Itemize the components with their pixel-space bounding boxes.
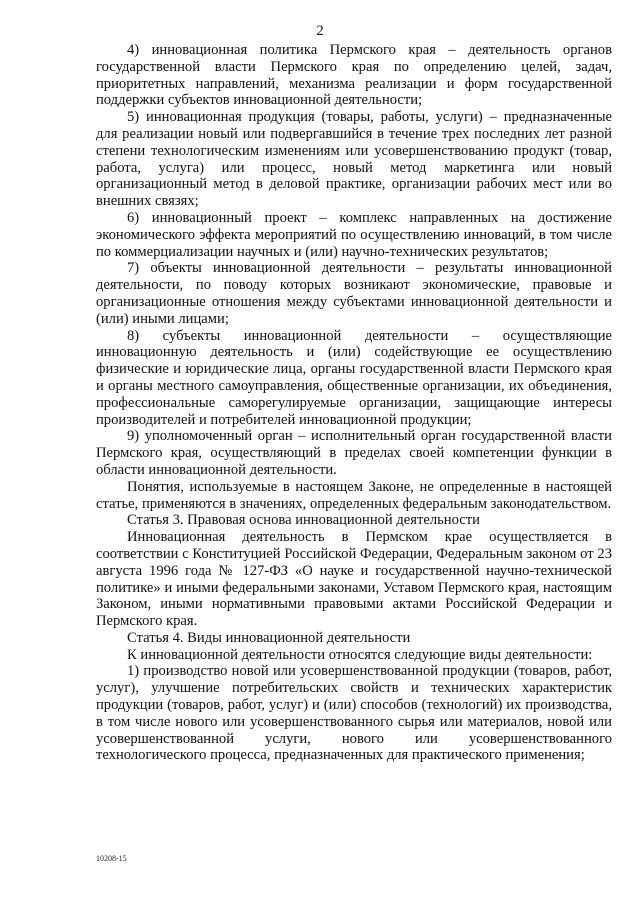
paragraph-item-8-innovation-subjects: 8) субъекты инновационной деятельности – осуществляющие инновационную деятельность и (или) содействующие ее осуществлению физические и юридические лица, органы государственной власти Пермского края и органы местного самоуправления, общественные организации, их объединения, профессиональные саморегулируемые организации, защищающие интересы производителей и потребителей инновационной продукции; bbox=[96, 327, 612, 428]
paragraph-terms-usage: Понятия, используемые в настоящем Законе, не определенные в настоящей статье, применяются в значениях, определенных федеральным законодательством. bbox=[96, 478, 612, 512]
article-3-heading: Статья 3. Правовая основа инновационной деятельности bbox=[127, 512, 480, 529]
paragraph-legal-basis: Инновационная деятельность в Пермском крае осуществляется в соответствии с Конституцией Российской Федерации, Федеральным законом от 23 августа 1996 года № 127-ФЗ «О науке и государственной научно-технической политике» и иными федеральными законами, Уставом Пермского края, настоящим Законом, иными нормативными правовыми актами Российской Федерации и Пермского края. bbox=[96, 529, 612, 630]
paragraph-activity-types-intro: К инновационной деятельности относятся следующие виды деятельности: bbox=[127, 646, 593, 663]
paragraph-item-7-innovation-objects: 7) объекты инновационной деятельности – результаты инновационной деятельности, по поводу которых возникают экономические, правовые и организационные отношения между субъектами инновационной деятельности и (или) иными лицами; bbox=[96, 260, 612, 327]
paragraph-item-5-innovation-products: 5) инновационная продукция (товары, работы, услуги) – предназначенные для реализации новый или подвергавшийся в течение трех последних лет разной степени технологическим изменениям или усовершенствованию продукт (товар, работа, услуга) или процесс, новый метод маркетинга или новый организационный метод в деловой практике, организации рабочих мест или во внешних связях; bbox=[96, 109, 612, 210]
paragraph-activity-type-1: 1) производство новой или усовершенствованной продукции (товаров, работ, услуг), улучшение потребительских свойств и технических характеристик продукции (товаров, работ, услуг) и (или) способов (технологий) их производства, в том числе нового или усовершенствованного сырья или материалов, новой или усовершенствованной услуги, нового или усовершенствованного технологического процесса, предназначенных для практического применения; bbox=[96, 663, 612, 764]
document-body bbox=[96, 42, 612, 764]
paragraph-item-9-authorized-body: 9) уполномоченный орган – исполнительный орган государственной власти Пермского края, осуществляющий в пределах своей компетенции функции в области инновационной деятельности. bbox=[96, 428, 612, 478]
paragraph-item-6-innovation-project: 6) инновационный проект – комплекс направленных на достижение экономического эффекта мероприятий по осуществлению инноваций, в том числе по коммерциализации научных и (или) научно-технических результатов; bbox=[96, 209, 612, 260]
document-code: 10208-15 bbox=[96, 854, 127, 863]
article-4-heading: Статья 4. Виды инновационной деятельности bbox=[127, 629, 411, 646]
paragraph-item-4-innovation-policy: 4) инновационная политика Пермского края – деятельность органов государственной власти Пермского края по определению целей, задач, приоритетных направлений, механизма реализации и форм государственной поддержки субъектов инновационной деятельности; bbox=[96, 42, 612, 109]
page-number: 2 bbox=[316, 23, 324, 39]
